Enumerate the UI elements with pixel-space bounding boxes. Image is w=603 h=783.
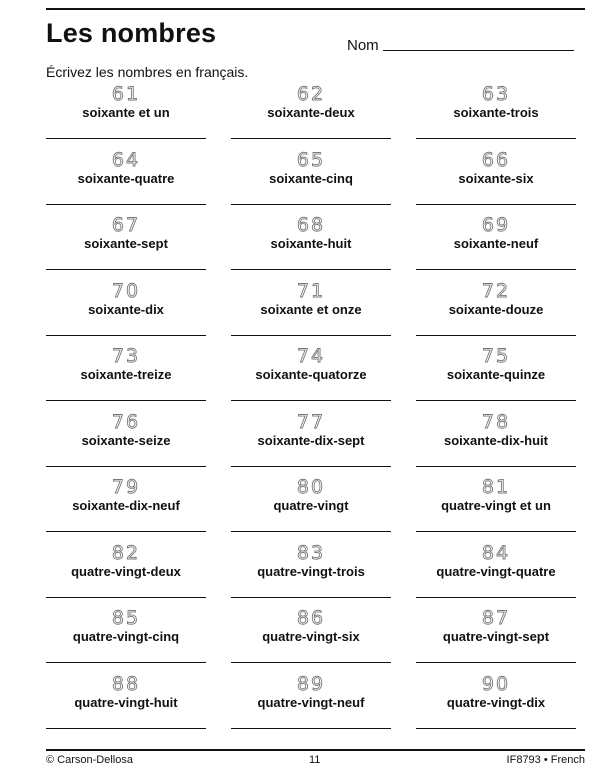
number-item bbox=[231, 477, 391, 543]
number-outline: 69 bbox=[481, 214, 511, 236]
answer-line[interactable] bbox=[46, 138, 206, 139]
number-outline: 66 bbox=[481, 148, 511, 171]
number-word: soixante-trois bbox=[453, 105, 539, 120]
number-word: soixante-dix-sept bbox=[257, 432, 365, 448]
answer-line[interactable] bbox=[416, 138, 576, 139]
number-outline: 74 bbox=[296, 345, 326, 367]
number-outline: 88 bbox=[111, 672, 141, 695]
number-word: soixante-dix-neuf bbox=[72, 498, 180, 513]
number-word: soixante et onze bbox=[260, 301, 362, 317]
number-outline: 87 bbox=[481, 607, 511, 629]
number-item bbox=[46, 608, 206, 674]
answer-line[interactable] bbox=[231, 335, 391, 336]
number-outline: 65 bbox=[296, 148, 326, 171]
answer-line[interactable] bbox=[231, 400, 391, 401]
number-outline: 86 bbox=[296, 607, 326, 629]
number-word: quatre-vingt bbox=[273, 498, 349, 513]
number-word: soixante-quinze bbox=[446, 367, 546, 382]
number-outline: 89 bbox=[296, 672, 326, 695]
answer-line[interactable] bbox=[416, 466, 576, 467]
number-grid bbox=[46, 84, 576, 739]
number-word: quatre-vingt-trois bbox=[257, 563, 365, 579]
number-word: soixante-quatorze bbox=[255, 367, 367, 382]
answer-line[interactable] bbox=[46, 335, 206, 336]
number-word: soixante-huit bbox=[270, 236, 352, 251]
answer-line[interactable] bbox=[46, 400, 206, 401]
number-outline: 70 bbox=[111, 279, 141, 302]
number-word: soixante et un bbox=[82, 105, 170, 120]
answer-line[interactable] bbox=[416, 531, 576, 532]
page-title: Les nombres bbox=[46, 18, 217, 48]
number-outline: 81 bbox=[481, 476, 511, 498]
number-item bbox=[416, 412, 576, 478]
number-item bbox=[231, 674, 391, 740]
answer-line[interactable] bbox=[416, 204, 576, 205]
number-outline: 78 bbox=[481, 410, 511, 433]
number-outline: 83 bbox=[296, 541, 326, 564]
answer-line[interactable] bbox=[416, 269, 576, 270]
number-item bbox=[46, 215, 206, 281]
number-item bbox=[231, 412, 391, 478]
number-word: quatre-vingt-neuf bbox=[257, 694, 365, 710]
number-word: quatre-vingt-huit bbox=[74, 694, 178, 710]
number-item bbox=[46, 150, 206, 216]
answer-line[interactable] bbox=[46, 597, 206, 598]
footer-product-code: IF8793 • French bbox=[506, 754, 585, 766]
number-outline: 62 bbox=[296, 83, 326, 105]
answer-line[interactable] bbox=[416, 400, 576, 401]
answer-line[interactable] bbox=[46, 662, 206, 663]
top-rule bbox=[46, 8, 585, 10]
bottom-rule bbox=[46, 749, 585, 751]
number-word: soixante-cinq bbox=[269, 170, 353, 186]
answer-line[interactable] bbox=[231, 466, 391, 467]
number-item bbox=[416, 543, 576, 609]
name-write-line bbox=[383, 50, 574, 51]
number-item bbox=[231, 215, 391, 281]
number-outline: 85 bbox=[111, 607, 141, 629]
answer-line[interactable] bbox=[231, 662, 391, 663]
number-word: soixante-treize bbox=[80, 367, 172, 382]
number-word: quatre-vingt-six bbox=[262, 629, 360, 644]
footer-page-number: 11 bbox=[309, 754, 321, 766]
number-item bbox=[416, 346, 576, 412]
answer-line[interactable] bbox=[231, 531, 391, 532]
number-outline: 80 bbox=[296, 476, 326, 498]
number-word: soixante-sept bbox=[84, 236, 168, 251]
number-word: soixante-dix-huit bbox=[443, 432, 548, 448]
number-word: quatre-vingt-cinq bbox=[72, 629, 180, 644]
number-word: quatre-vingt-deux bbox=[71, 563, 181, 579]
number-outline: 68 bbox=[296, 214, 326, 236]
answer-line[interactable] bbox=[46, 269, 206, 270]
number-outline: 79 bbox=[111, 476, 141, 498]
number-item bbox=[416, 281, 576, 347]
answer-line[interactable] bbox=[46, 531, 206, 532]
number-item bbox=[46, 346, 206, 412]
number-item bbox=[231, 608, 391, 674]
number-word: quatre-vingt et un bbox=[441, 498, 551, 513]
number-outline: 61 bbox=[111, 83, 141, 105]
number-outline: 71 bbox=[296, 279, 326, 302]
answer-line[interactable] bbox=[416, 335, 576, 336]
number-item bbox=[46, 281, 206, 347]
number-word: soixante-neuf bbox=[453, 236, 539, 251]
number-outline: 63 bbox=[481, 83, 511, 105]
number-word: soixante-seize bbox=[81, 432, 171, 448]
number-item bbox=[231, 346, 391, 412]
number-word: soixante-dix bbox=[88, 301, 164, 317]
number-item bbox=[231, 84, 391, 150]
number-item bbox=[416, 477, 576, 543]
answer-line[interactable] bbox=[231, 204, 391, 205]
number-item bbox=[231, 150, 391, 216]
number-item bbox=[416, 150, 576, 216]
number-outline: 64 bbox=[111, 148, 141, 171]
number-item bbox=[416, 674, 576, 740]
number-outline: 82 bbox=[111, 541, 141, 564]
number-word: quatre-vingt-quatre bbox=[436, 563, 556, 579]
answer-line[interactable] bbox=[46, 728, 206, 729]
number-item bbox=[46, 674, 206, 740]
number-item bbox=[416, 608, 576, 674]
number-outline: 84 bbox=[481, 541, 511, 564]
number-outline: 75 bbox=[481, 345, 511, 367]
answer-line[interactable] bbox=[416, 662, 576, 663]
answer-line[interactable] bbox=[46, 466, 206, 467]
answer-line[interactable] bbox=[231, 728, 391, 729]
answer-line[interactable] bbox=[46, 204, 206, 205]
number-word: soixante-six bbox=[458, 170, 534, 186]
number-word: quatre-vingt-sept bbox=[442, 629, 550, 644]
number-outline: 90 bbox=[481, 672, 511, 695]
number-word: quatre-vingt-dix bbox=[446, 694, 546, 710]
number-word: soixante-douze bbox=[448, 301, 544, 317]
number-item bbox=[416, 215, 576, 281]
number-word: soixante-quatre bbox=[77, 170, 175, 186]
number-item bbox=[46, 84, 206, 150]
number-item bbox=[46, 477, 206, 543]
number-outline: 76 bbox=[111, 410, 141, 433]
number-outline: 77 bbox=[296, 410, 326, 433]
answer-line[interactable] bbox=[416, 597, 576, 598]
name-label: Nom bbox=[347, 37, 379, 54]
answer-line[interactable] bbox=[231, 269, 391, 270]
number-item bbox=[46, 412, 206, 478]
answer-line[interactable] bbox=[416, 728, 576, 729]
number-item bbox=[231, 543, 391, 609]
number-outline: 67 bbox=[111, 214, 141, 236]
number-item bbox=[231, 281, 391, 347]
number-item bbox=[46, 543, 206, 609]
answer-line[interactable] bbox=[231, 597, 391, 598]
answer-line[interactable] bbox=[231, 138, 391, 139]
number-item bbox=[416, 84, 576, 150]
number-word: soixante-deux bbox=[267, 105, 355, 120]
number-outline: 73 bbox=[111, 345, 141, 367]
instructions: Écrivez les nombres en français. bbox=[46, 64, 249, 80]
footer-copyright: © Carson-Dellosa bbox=[46, 754, 133, 766]
name-field bbox=[347, 37, 574, 54]
number-outline: 72 bbox=[481, 279, 511, 302]
